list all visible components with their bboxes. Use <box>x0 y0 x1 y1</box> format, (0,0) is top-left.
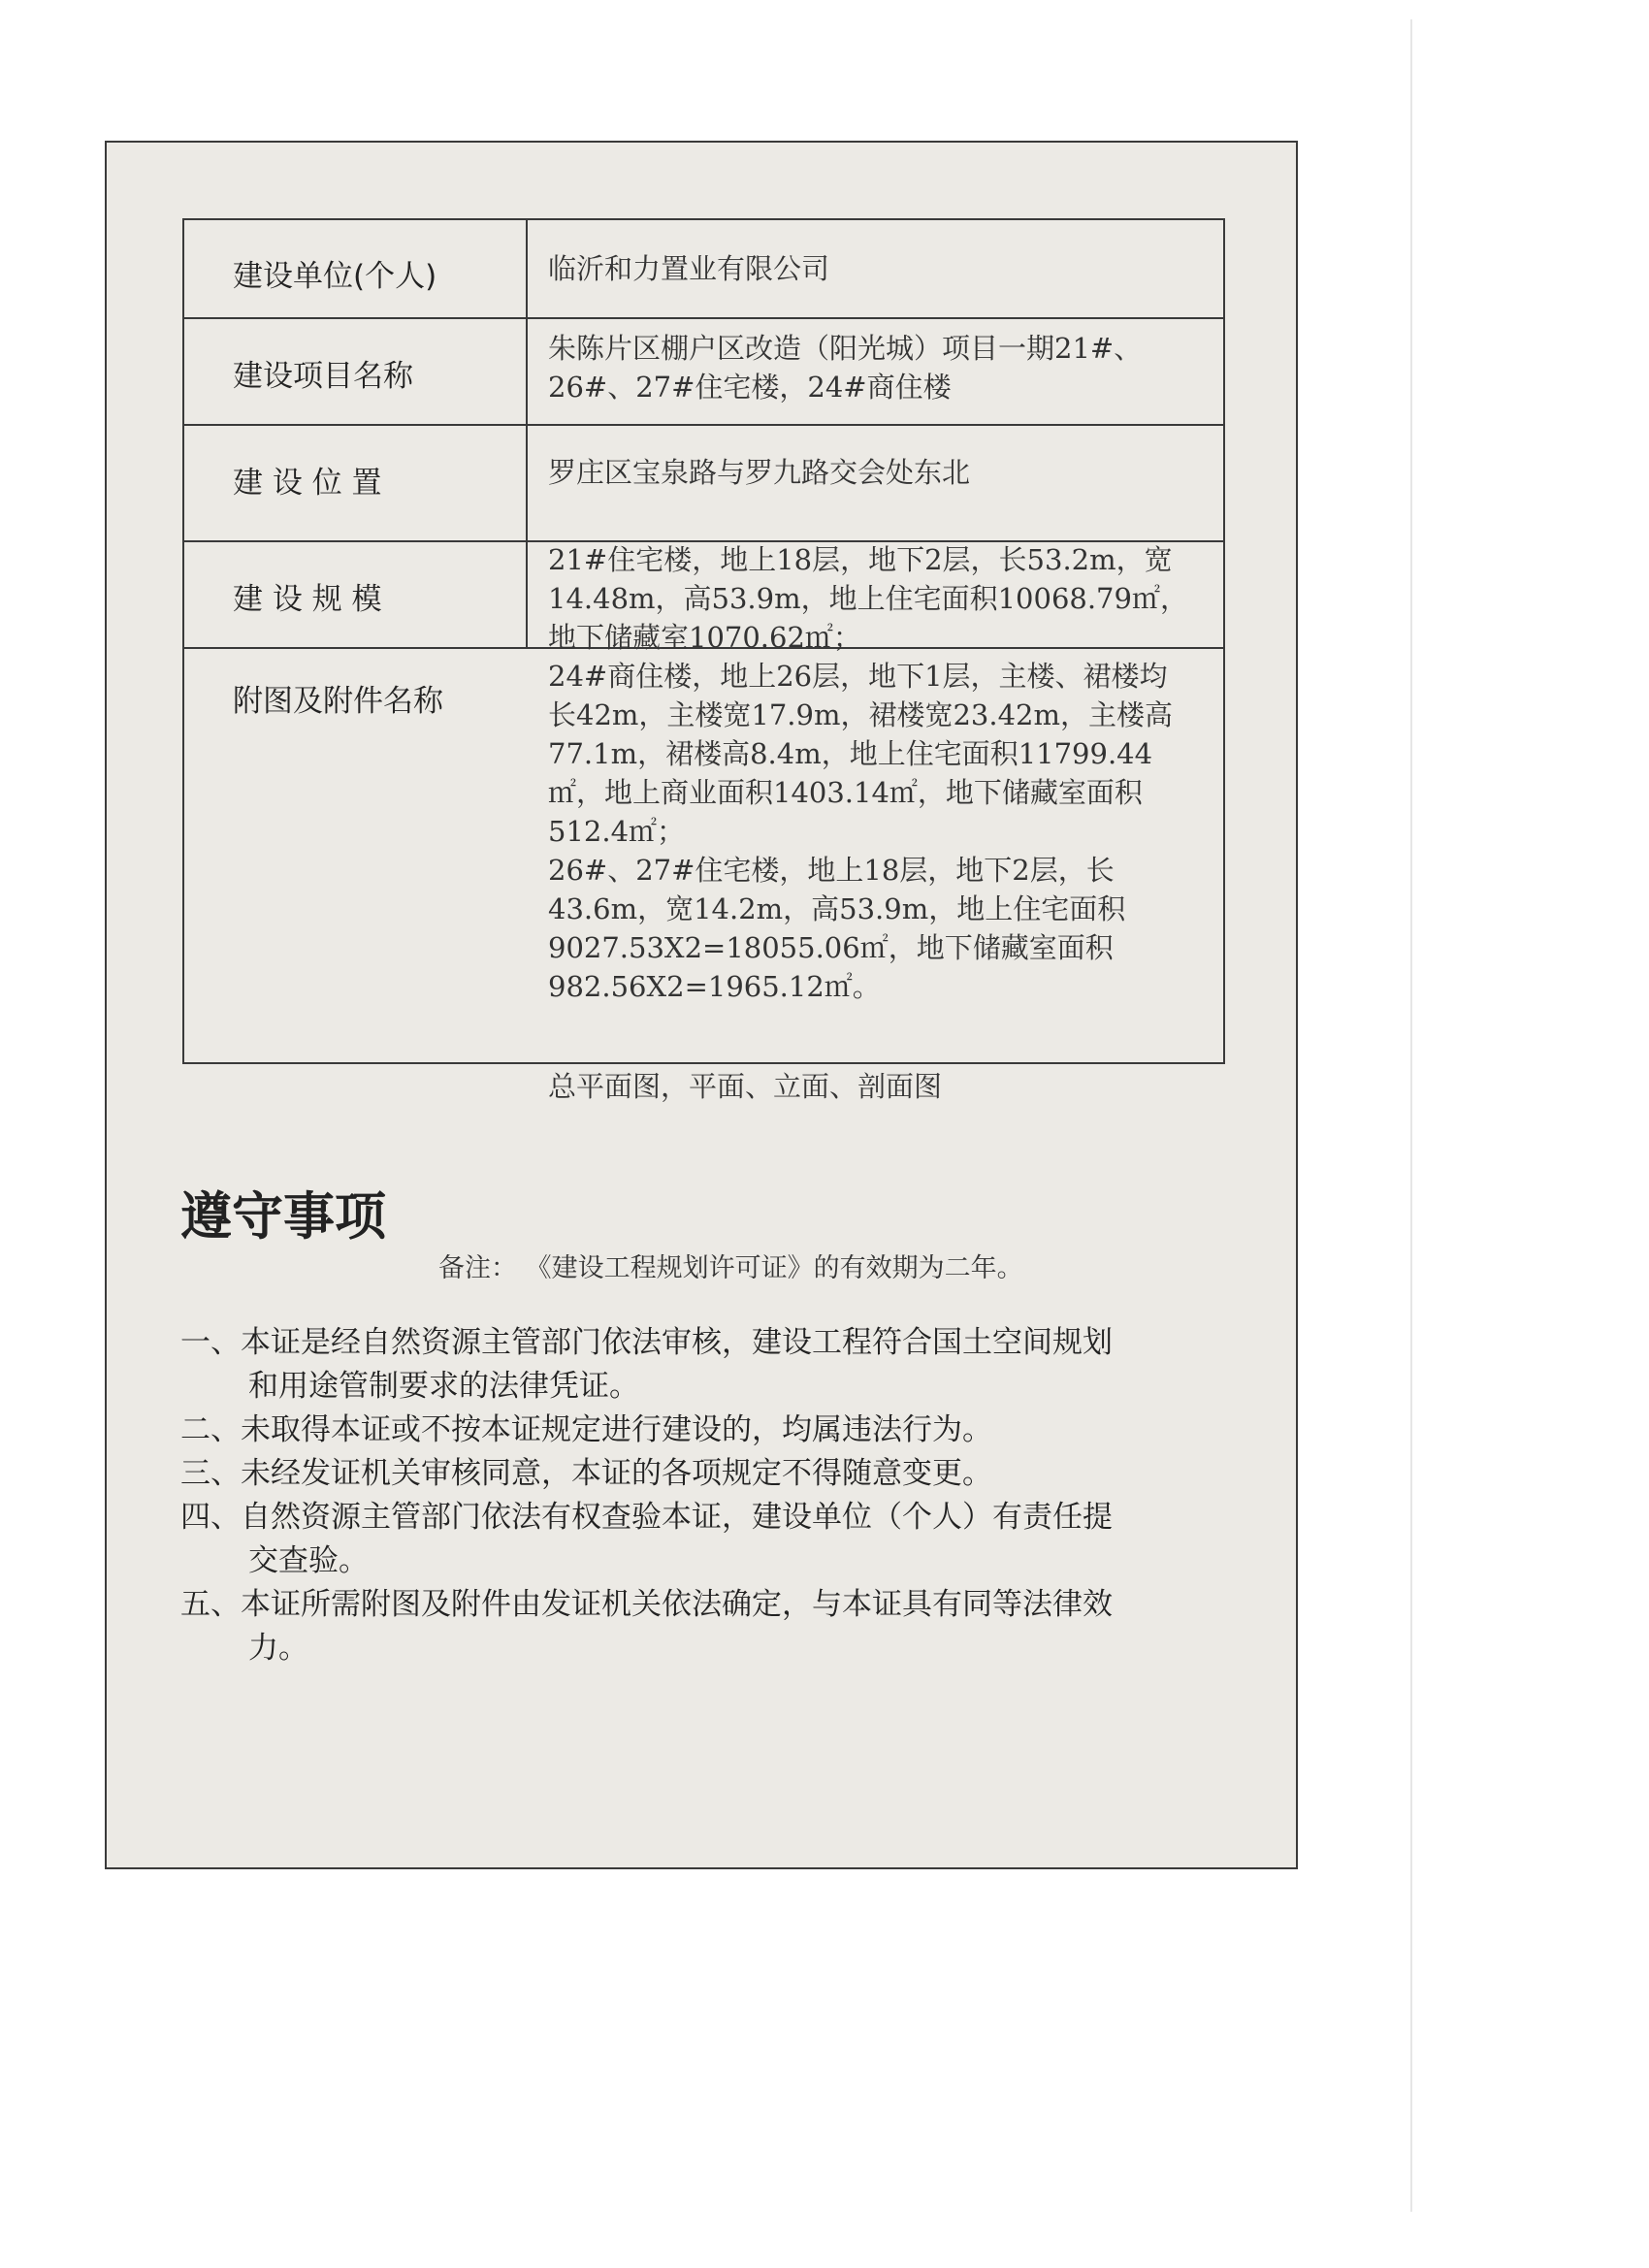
label-unit: 建设单位(个人) <box>233 259 437 294</box>
rule-item <box>180 1452 1247 1496</box>
scale-line: 24#商住楼，地上26层，地下1层，主楼、裙楼均 <box>548 660 1168 693</box>
scale-line: 982.56X2=1965.12㎡。 <box>548 970 881 1003</box>
label-attachments: 附图及附件名称 <box>233 684 443 719</box>
scale-line: 地下储藏室1070.62㎡； <box>548 621 861 654</box>
row-divider <box>184 317 1223 319</box>
value-project-name-line2: 26#、27#住宅楼，24#商住楼 <box>548 371 952 404</box>
label-location: 建 设 位 置 <box>233 466 382 501</box>
scale-line: 14.48m，高53.9m，地上住宅面积10068.79㎡， <box>548 582 1188 615</box>
rule-item <box>180 1321 1247 1409</box>
value-scale <box>548 540 1188 1006</box>
scale-line: 77.1m，裙楼高8.4m，地上住宅面积11799.44 <box>548 737 1153 770</box>
remark-text: 备注： 《建设工程规划许可证》的有效期为二年。 <box>438 1253 1023 1283</box>
scale-line: 43.6m，宽14.2m，高53.9m，地上住宅面积 <box>548 892 1126 925</box>
rule-item <box>180 1409 1247 1452</box>
label-scale: 建 设 规 模 <box>233 582 382 617</box>
rule-continuation: 交查验。 <box>248 1543 369 1578</box>
scale-line: ㎡，地上商业面积1403.14㎡，地下储藏室面积 <box>548 776 1143 809</box>
rule-line: 四、自然资源主管部门依法有权查验本证，建设单位（个人）有责任提 <box>180 1500 1113 1535</box>
info-table <box>182 218 1225 1064</box>
rule-line: 二、未取得本证或不按本证规定进行建设的，均属违法行为。 <box>180 1412 992 1447</box>
notice-heading: 遵守事项 <box>180 1187 386 1247</box>
scale-line: 长42m，主楼宽17.9m，裙楼宽23.42m，主楼高 <box>548 698 1173 731</box>
scale-line: 21#住宅楼，地上18层，地下2层，长53.2m，宽 <box>548 543 1173 576</box>
rule-line: 五、本证所需附图及附件由发证机关依法确定，与本证具有同等法律效 <box>180 1587 1113 1622</box>
scale-line: 26#、27#住宅楼，地上18层，地下2层，长 <box>548 854 1115 887</box>
value-project-name-line1: 朱陈片区棚户区改造（阳光城）项目一期21#、 <box>548 332 1143 365</box>
row-divider <box>184 424 1223 426</box>
scale-line: 9027.53X2=18055.06㎡，地下储藏室面积 <box>548 931 1114 964</box>
page-edge <box>1410 19 1412 2212</box>
rule-line: 三、未经发证机关审核同意，本证的各项规定不得随意变更。 <box>180 1456 992 1491</box>
label-project-name: 建设项目名称 <box>233 359 413 394</box>
column-divider <box>526 220 528 647</box>
value-location: 罗庄区宝泉路与罗九路交会处东北 <box>548 456 971 489</box>
rule-continuation: 和用途管制要求的法律凭证。 <box>248 1369 639 1404</box>
rule-item <box>180 1583 1247 1670</box>
scale-line: 512.4㎡； <box>548 815 686 848</box>
rule-continuation: 力。 <box>248 1631 308 1666</box>
rule-item <box>180 1496 1247 1583</box>
value-unit: 临沂和力置业有限公司 <box>548 252 830 285</box>
rule-line: 一、本证是经自然资源主管部门依法审核，建设工程符合国土空间规划 <box>180 1325 1113 1360</box>
value-attachments: 总平面图，平面、立面、剖面图 <box>548 1070 943 1103</box>
